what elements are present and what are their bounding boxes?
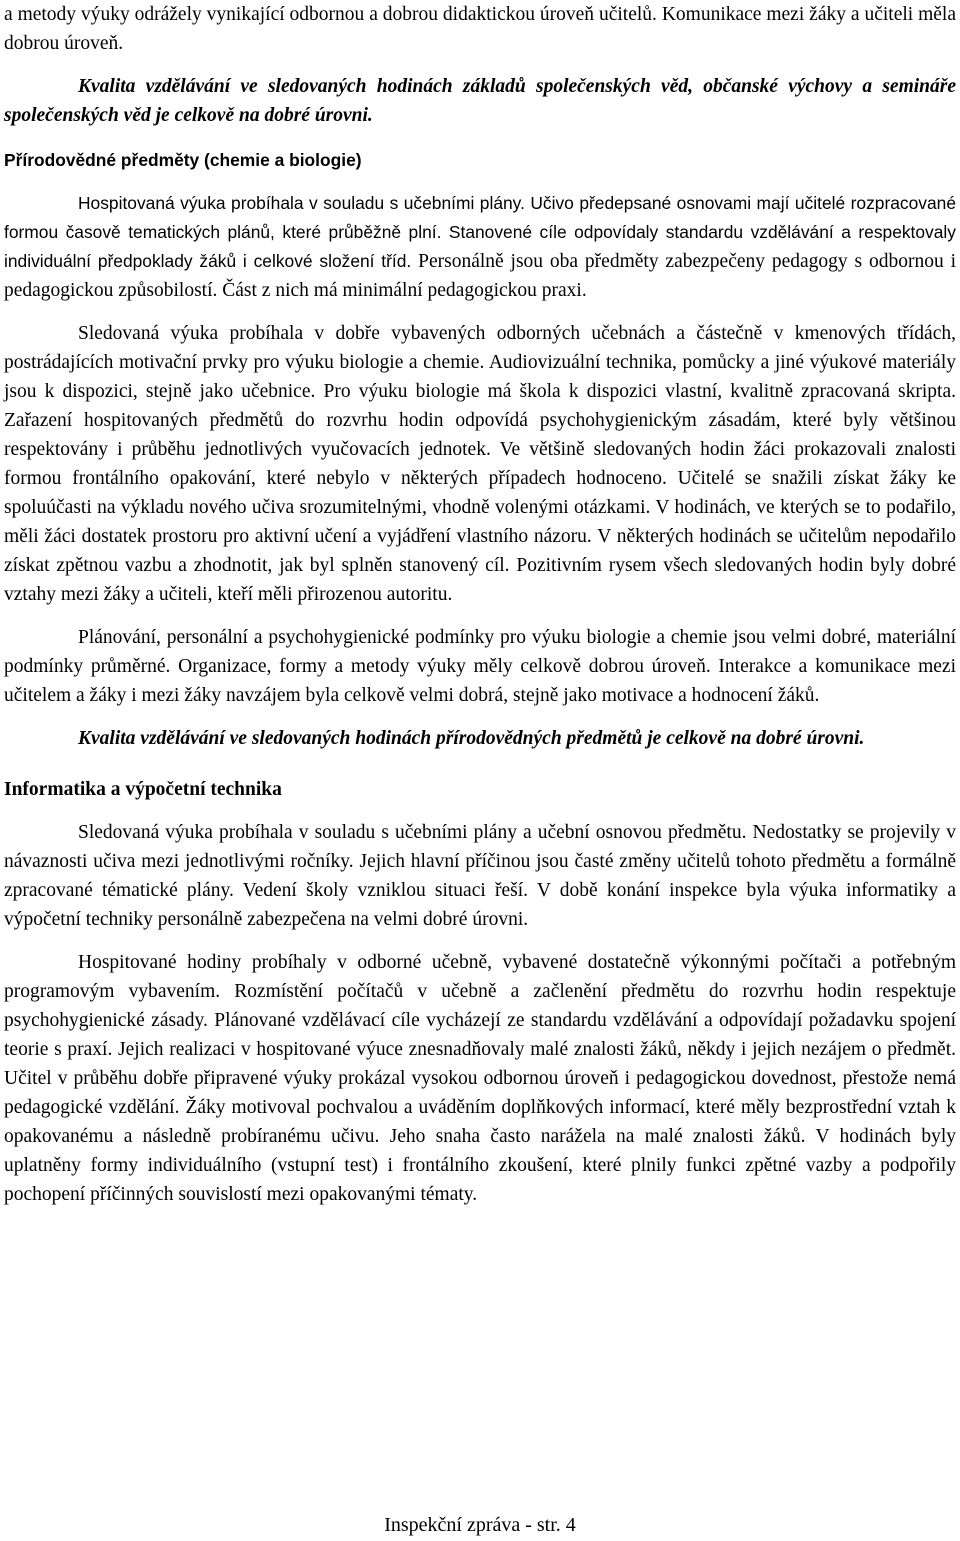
science-section-heading: Přírodovědné předměty (chemie a biologie) [4, 150, 362, 170]
science-paragraph-1-serif-part: Personálně jsou oba předměty zabezpečeny pedagogy s odbornou i pedagogickou způsobilostí. Část z nich má minimální pedagogickou praxi. [4, 251, 957, 301]
science-paragraph-2: Sledovaná výuka probíhala v dobře vybavených odborných učebnách a částečně v kmenových třídách, postrádajících motivační prvky pro výuku biologie a chemie. Audiovizuální technika, pomůcky a jiné výukové materiály jsou k dispozici, stejně jako učebnice. Pro výuku biologie má škola k dispozici vlastní, kvalitně zpracovaná skripta. Zařazení hospitovaných předmětů do rozvrhu hodin odpovídá psychohygienickým zásadám, které byly většinou respektovány i průběhu jednotlivých vyučovacích jednotek. Ve většině sledovaných hodin žáci prokazovali znalosti formou frontálního opakování, které nebylo v některých případech hodnoceno. Učitelé se snažili získat žáky ke spoluúčasti na výkladu nového učiva srozumitelnými, vhodně volenými otázkami. V hodinách, ve kterých se to podařilo, měli žáci dostatek prostoru pro aktivní učení a vyjádření vlastního názoru. V některých hodinách se učitelům nepodařilo získat zpětnou vazbu a zhodnotit, jak byl splněn stanovený cíl. Pozitivním rysem všech sledovaných hodin byly dobré vztahy mezi žáky a učiteli, kteří měli přirozenou autoritu. [4, 323, 956, 605]
science-paragraph-1 [4, 189, 956, 305]
science-paragraph-3: Plánování, personální a psychohygienické podmínky pro výuku biologie a chemie jsou velmi dobré, materiální podmínky průměrné. Organizace, formy a metody výuky měly celkově dobrou úroveň. Interakce a komunikace mezi učitelem a žáky i mezi žáky navzájem byla celkově velmi dobrá, stejně jako motivace a hodnocení žáků. [4, 627, 956, 706]
page-footer: Inspekční zpráva - str. 4 [384, 1514, 576, 1536]
science-paragraph-1-sans-part: Hospitovaná výuka probíhala v souladu s učebními plány. Učivo předepsané osnovami mají učitelé rozpracované formou časově tematických plánů, které průběžně plní. Stanovené cíle odpovídaly standardu vzdělávání a respektovaly individuální předpoklady žáků i celkové složení tříd. [4, 193, 956, 271]
informatics-section-heading: Informatika a výpočetní technika [4, 779, 282, 800]
science-conclusion: Kvalita vzdělávání ve sledovaných hodinách přírodovědných předmětů je celkově na dobré úrovni. [78, 728, 865, 749]
informatics-paragraph-2: Hospitované hodiny probíhaly v odborné učebně, vybavené dostatečně výkonnými počítači a potřebným programovým vybavením. Rozmístění počítačů v učebně a začlenění předmětu do rozvrhu hodin respektuje psychohygienické zásady. Plánované vzdělávací cíle vycházejí ze standardu vzdělávání a odpovídají požadavku spojení teorie s praxí. Jejich realizaci v hospitované výuce znesnadňovaly malé znalosti žáků, někdy i jejich nezájem o předmět. Učitel v průběhu dobře připravené výuky prokázal vysokou odbornou úroveň i pedagogickou dovednost, přestože nemá pedagogické vzdělání. Žáky motivoval pochvalou a uváděním doplňkových informací, které měly bezprostřední vztah k opakovanému a následně probíranému učivu. Jeho snaha často narážela na malé znalosti žáků. V hodinách byly uplatněny formy individuálního (vstupní test) i frontálního zkoušení, které plnily funkci zpětné vazby a podpořily pochopení příčinných souvislostí mezi opakovanými tématy. [4, 952, 956, 1205]
intro-paragraph: a metody výuky odrážely vynikající odbornou a dobrou didaktickou úroveň učitelů. Komunikace mezi žáky a učiteli měla dobrou úroveň. [4, 4, 956, 54]
social-sciences-conclusion: Kvalita vzdělávání ve sledovaných hodinách základů společenských věd, občanské výchovy a semináře společenských věd je celkově na dobré úrovni. [4, 76, 956, 126]
informatics-paragraph-1: Sledovaná výuka probíhala v souladu s učebními plány a učební osnovou předmětu. Nedostatky se projevily v návaznosti učiva mezi jednotlivými ročníky. Jejich hlavní příčinou jsou časté změny učitelů tohoto předmětu a formálně zpracované tématické plány. Vedení školy vzniklou situaci řeší. V době konání inspekce byla výuka informatiky a výpočetní techniky personálně zabezpečena na velmi dobré úrovni. [4, 822, 956, 930]
